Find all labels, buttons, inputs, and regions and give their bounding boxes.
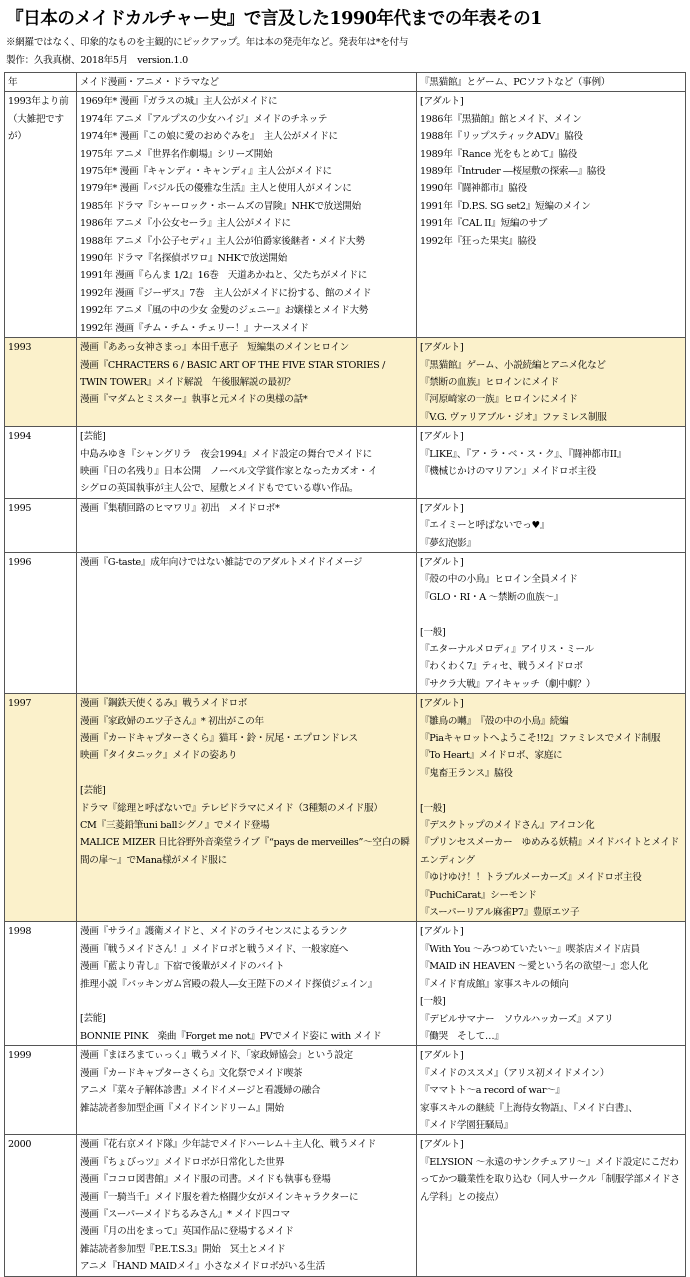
games-entry: 『MAID iN HEAVEN ～愛という名の欲望～』恋人化 xyxy=(420,961,648,973)
games-entry xyxy=(420,606,683,623)
media-entry xyxy=(80,765,414,782)
year-cell: 1993 xyxy=(5,338,77,427)
games-entry: [アダルト] xyxy=(420,1139,464,1151)
media-entry: 1988年 アニメ『小公子セディ』主人公が伯爵家後継者・メイド大勢 xyxy=(80,235,365,247)
year-cell: 1997 xyxy=(5,694,77,922)
games-entry: 『デスクトップのメイドさん』アイコン化 xyxy=(420,820,595,832)
table-row xyxy=(5,338,686,427)
games-entry: 1989年『Intruder ―桜屋敷の探索―』脇役 xyxy=(420,166,606,178)
games-entry: [アダルト] xyxy=(420,342,464,354)
media-entry: 1985年 ドラマ『シャーロック・ホームズの冒険』NHKで放送開始 xyxy=(80,200,361,212)
media-entry: 漫画『戦うメイドさん！』メイドロボと戦うメイド、一般家庭へ xyxy=(80,943,349,955)
media-entry: 1992年 漫画『チム・チム・チェリー！』ナースメイド xyxy=(80,322,309,334)
media-entry: 漫画『鋼鉄天使くるみ』戦うメイドロボ xyxy=(80,698,248,710)
media-cell xyxy=(77,1135,417,1276)
year-cell: 1993年より前（大雑把ですが） xyxy=(5,92,77,338)
games-entry: 『GLO・RI・A ～禁断の血族～』 xyxy=(420,591,564,603)
media-entry: 漫画『サライ』護衛メイドと、メイドのライセンスによるランク xyxy=(80,926,348,938)
media-entry: 漫画『月の出をまって』英国作品に登場するメイド xyxy=(80,1226,294,1238)
games-entry: [アダルト] xyxy=(420,1050,464,1062)
media-column-header: メイド漫画・アニメ・ドラマなど xyxy=(77,73,417,92)
media-entry: 1992年 漫画『ジーザス』7巻 主人公がメイドに扮する、館のメイド xyxy=(80,287,372,299)
media-entry: 映画『日の名残り』日本公開 ノーベル文学賞作家となったカズオ・イ xyxy=(80,465,378,477)
media-cell xyxy=(77,92,417,338)
media-entry xyxy=(80,993,414,1010)
games-cell xyxy=(417,338,686,427)
media-entry: 1975年* 漫画『キャンディ・キャンディ』主人公がメイドに xyxy=(80,166,332,178)
media-cell xyxy=(77,1046,417,1135)
year-cell: 1996 xyxy=(5,552,77,693)
games-cell xyxy=(417,1046,686,1135)
games-entry: [一般] xyxy=(420,626,446,638)
games-entry: 『メイド育成館』家事スキルの傾向 xyxy=(420,978,569,990)
media-entry: 1986年 アニメ『小公女セーラ』主人公がメイドに xyxy=(80,218,291,230)
games-entry: 1988年『リップスティックADV』脇役 xyxy=(420,131,583,143)
table-row xyxy=(5,552,686,693)
games-column-header: 『黒猫館』とゲーム、PCソフトなど（事例） xyxy=(417,73,686,92)
page-title: 『日本のメイドカルチャー史』で言及した1990年代までの年表その1 xyxy=(6,8,542,29)
games-entry: [アダルト] xyxy=(420,502,464,514)
media-entry: 漫画『ココロ図書館』メイド服の司書。メイドも執事も登場 xyxy=(80,1174,331,1186)
year-cell: 1995 xyxy=(5,498,77,552)
media-entry: 推理小説『バッキンガム宮殿の殺人―女王陛下のメイド探偵ジェイン』 xyxy=(80,978,377,990)
media-entry: TWIN TOWER』メイド解説 午後服解説の最初？ xyxy=(80,376,296,388)
media-entry: 漫画『花右京メイド隊』少年誌でメイドハーレム＋主人化、戦うメイド xyxy=(80,1139,377,1151)
games-entry: [一般] xyxy=(420,996,446,1008)
table-row xyxy=(5,1046,686,1135)
games-entry: [アダルト] xyxy=(420,96,464,108)
games-entry: 『鬼畜王ランス』脇役 xyxy=(420,767,513,779)
games-entry: 『PuchiCarat』シーモンド xyxy=(420,889,537,901)
media-entry: BONNIE PINK 楽曲『Forget me not』PVでメイド姿に with メイド xyxy=(80,1030,382,1042)
games-entry: 『雛鳥の囀』 『殻の中の小鳥』続編 xyxy=(420,715,569,727)
media-entry: 雑誌読者参加型『P.E.T.S.3』開始 冥土とメイド xyxy=(80,1243,286,1255)
media-entry: 漫画『ああっ女神さまっ』本田千恵子 短編集のメインヒロイン xyxy=(80,342,349,354)
media-cell xyxy=(77,427,417,499)
table-row xyxy=(5,694,686,922)
games-entry: 『ゆけゆけ！！トラブルメーカーズ』メイドロボ主役 xyxy=(420,872,642,884)
media-cell xyxy=(77,922,417,1046)
media-entry: 1974年 アニメ『アルプスの少女ハイジ』メイドのチネッテ xyxy=(80,113,328,125)
media-entry: 漫画『マダムとミスター』執事と元メイドの奥様の話* xyxy=(80,394,308,406)
media-entry: シグロの英国執事が主人公で、屋敷とメイドもでている尊い作品。 xyxy=(80,483,359,495)
year-cell: 2000 xyxy=(5,1135,77,1276)
games-entry: 『ELYSION ～永遠のサンクチュアリ～』メイド設定にこだわってかつ職業性を取り込む（同人サークル「制服学部メイドさん学科」との接点） xyxy=(420,1156,680,1203)
games-entry: [アダルト] xyxy=(420,926,464,938)
games-entry: [一般] xyxy=(420,802,446,814)
games-entry: 『わくわく7』ティセ、戦うメイドロボ xyxy=(420,661,583,673)
games-entry: 『To Heart』メイドロボ、家庭に xyxy=(420,750,563,762)
games-entry xyxy=(420,782,683,799)
games-entry: 『プリンセスメーカー ゆめみる妖精』メイドバイトとメイドエンディング xyxy=(420,837,680,866)
games-entry: 『メイド学園狂騒局』 xyxy=(420,1119,513,1131)
media-entry: [芸能] xyxy=(80,431,106,443)
table-row xyxy=(5,922,686,1046)
games-entry: 『働哭 そして…』 xyxy=(420,1030,504,1042)
games-entry: 1986年『黒猫館』館とメイド、メイン xyxy=(420,113,582,125)
games-entry: [アダルト] xyxy=(420,431,464,443)
games-cell xyxy=(417,92,686,338)
games-entry: 1991年『CAL II』短編のサブ xyxy=(420,218,548,230)
games-entry: 1992年『狂った果実』脇役 xyxy=(420,235,537,247)
games-entry: 『With You ～みつめていたい～』喫茶店メイド店員 xyxy=(420,943,640,955)
media-entry: 1974年* 漫画『この娘に愛のおめぐみを』 主人公がメイドに xyxy=(80,131,338,143)
table-header-row xyxy=(5,73,686,92)
media-entry: 漫画『CHRACTERS 6 / BASIC ART OF THE FIVE STAR STORIES / xyxy=(80,359,386,371)
media-entry: 1991年 漫画『らんま 1/2』16巻 天道あかねと、父たちがメイドに xyxy=(80,270,368,282)
games-entry: [アダルト] xyxy=(420,556,464,568)
media-entry: 漫画『カードキャプターさくら』猫耳・鈴・尻尾・エプロンドレス xyxy=(80,733,358,745)
games-entry: 家事スキルの継続『上海侍女物語』、『メイド白書』、 xyxy=(420,1102,638,1114)
games-entry: 『LIKE』、『ア・ラ・ベ・ス・ク』、『闘神都市II』 xyxy=(420,448,627,460)
media-entry: 漫画『ちょびっツ』メイドロボが日常化した世界 xyxy=(80,1156,285,1168)
media-entry: 1975年 アニメ『世界名作劇場』シリーズ開始 xyxy=(80,148,273,160)
chronology-table xyxy=(4,72,686,1277)
media-cell xyxy=(77,498,417,552)
games-entry: 『サクラ大戦』アイキャッチ（劇中劇？） xyxy=(420,678,596,690)
games-cell xyxy=(417,694,686,922)
media-cell xyxy=(77,338,417,427)
games-entry: 1990年『闘神都市』脇役 xyxy=(420,183,527,195)
games-entry: 『ママトト～a record of war～』 xyxy=(420,1085,565,1097)
media-entry: 1969年* 漫画『ガラスの城』主人公がメイドに xyxy=(80,96,278,108)
games-cell xyxy=(417,427,686,499)
media-entry: 漫画『G-taste』成年向けではない雑誌でのアダルトメイドイメージ xyxy=(80,556,363,568)
games-entry: 1989年『Rance 光をもとめて』脇役 xyxy=(420,148,578,160)
games-entry: 『スーパーリアル麻雀P7』豊原エツ子 xyxy=(420,907,580,919)
year-cell: 1994 xyxy=(5,427,77,499)
games-entry: 『殻の中の小鳥』ヒロイン全員メイド xyxy=(420,574,578,586)
games-cell xyxy=(417,922,686,1046)
media-entry: 1992年 アニメ『風の中の少女 金髪のジェニー』お嬢様とメイド大勢 xyxy=(80,305,369,317)
games-entry: 『夢幻泡影』 xyxy=(420,537,476,549)
media-entry: [芸能] xyxy=(80,785,106,797)
media-entry: 雑誌読者参加型企画『メイドインドリーム』開始 xyxy=(80,1102,284,1114)
games-entry: 『エターナルメロディ』アイリス・ミール xyxy=(420,643,594,655)
year-column-header: 年 xyxy=(5,73,77,92)
table-row xyxy=(5,498,686,552)
games-cell xyxy=(417,1135,686,1276)
games-entry: 『河原崎家の一族』ヒロインにメイド xyxy=(420,394,578,406)
table-row xyxy=(5,1135,686,1276)
media-entry: 漫画『一騎当千』メイド服を着た格闘少女がメインキャラクターに xyxy=(80,1191,359,1203)
games-entry: 『黒猫館』ゲーム、小説続編とアニメ化など xyxy=(420,359,606,371)
media-entry: 漫画『家政婦のエツ子さん』* 初出がこの年 xyxy=(80,715,264,727)
media-entry: 漫画『スーパーメイドちるみさん』* メイド四コマ xyxy=(80,1208,290,1220)
games-entry: 『禁断の血族』ヒロインにメイド xyxy=(420,376,559,388)
games-cell xyxy=(417,498,686,552)
media-entry: CM『三菱鉛筆uni ballシグノ』でメイド登場 xyxy=(80,820,270,832)
games-entry: 『機械じかけのマリアン』メイドロボ主役 xyxy=(420,465,597,477)
table-row xyxy=(5,427,686,499)
year-cell: 1999 xyxy=(5,1046,77,1135)
games-entry: 『Piaキャロットへようこそ!!2』ファミレスでメイド制服 xyxy=(420,733,661,745)
media-entry: 漫画『まほろまてぃっく』戦うメイド、「家政婦協会」という設定 xyxy=(80,1050,353,1062)
disclaimer-note: ※網羅ではなく、印象的なものを主観的にピックアップ。年は本の発売年など。発表年は*を付与 xyxy=(6,37,409,48)
games-entry: 『デビルサマナー ソウルハッカーズ』メアリ xyxy=(420,1013,614,1025)
media-cell xyxy=(77,694,417,922)
media-entry: 漫画『集積回路のヒマワリ』初出 メイドロボ* xyxy=(80,502,280,514)
media-entry: 漫画『藍より青し』下宿で後輩がメイドのバイト xyxy=(80,961,285,973)
media-entry: アニメ『菜々子解体診書』メイドイメージと看護婦の融合 xyxy=(80,1085,321,1097)
games-entry: 『エイミーと呼ばないでっ♥』 xyxy=(420,520,550,532)
year-cell: 1998 xyxy=(5,922,77,1046)
media-entry: [芸能] xyxy=(80,1013,106,1025)
games-cell xyxy=(417,552,686,693)
media-entry: 映画『タイタニック』メイドの姿あり xyxy=(80,750,238,762)
media-entry: アニメ『HAND MAIDメイ』小さなメイドロボがいる生活 xyxy=(80,1261,325,1273)
media-entry: 中島みゆき『シャングリラ 夜会1994』メイド設定の舞台でメイドに xyxy=(80,448,372,460)
media-entry: ドラマ『総理と呼ばないで』テレビドラマにメイド（3種類のメイド服） xyxy=(80,802,383,814)
games-entry: [アダルト] xyxy=(420,698,464,710)
games-entry: 『メイドのススメ』（アリス初メイドメイン） xyxy=(420,1067,610,1079)
table-row xyxy=(5,92,686,338)
games-entry: 1991年『D.P.S. SG set2』短編のメイン xyxy=(420,200,591,212)
credit-note: 製作：久我真樹、2018年5月 version.1.0 xyxy=(6,55,188,66)
media-entry: 1990年 ドラマ『名探偵ポワロ』NHKで放送開始 xyxy=(80,253,287,265)
media-cell xyxy=(77,552,417,693)
games-entry: 『V.G. ヴァリアブル・ジオ』ファミレス制服 xyxy=(420,411,607,423)
media-entry: 漫画『カードキャプターさくら』文化祭でメイド喫茶 xyxy=(80,1067,303,1079)
media-entry: 1979年* 漫画『バジル氏の優雅な生活』主人と使用人がメインに xyxy=(80,183,352,195)
media-entry: MALICE MIZER 日比谷野外音楽堂ライブ『“pays de merveilles”～空白の瞬間の扉～』でMana様がメイド服に xyxy=(80,837,410,866)
